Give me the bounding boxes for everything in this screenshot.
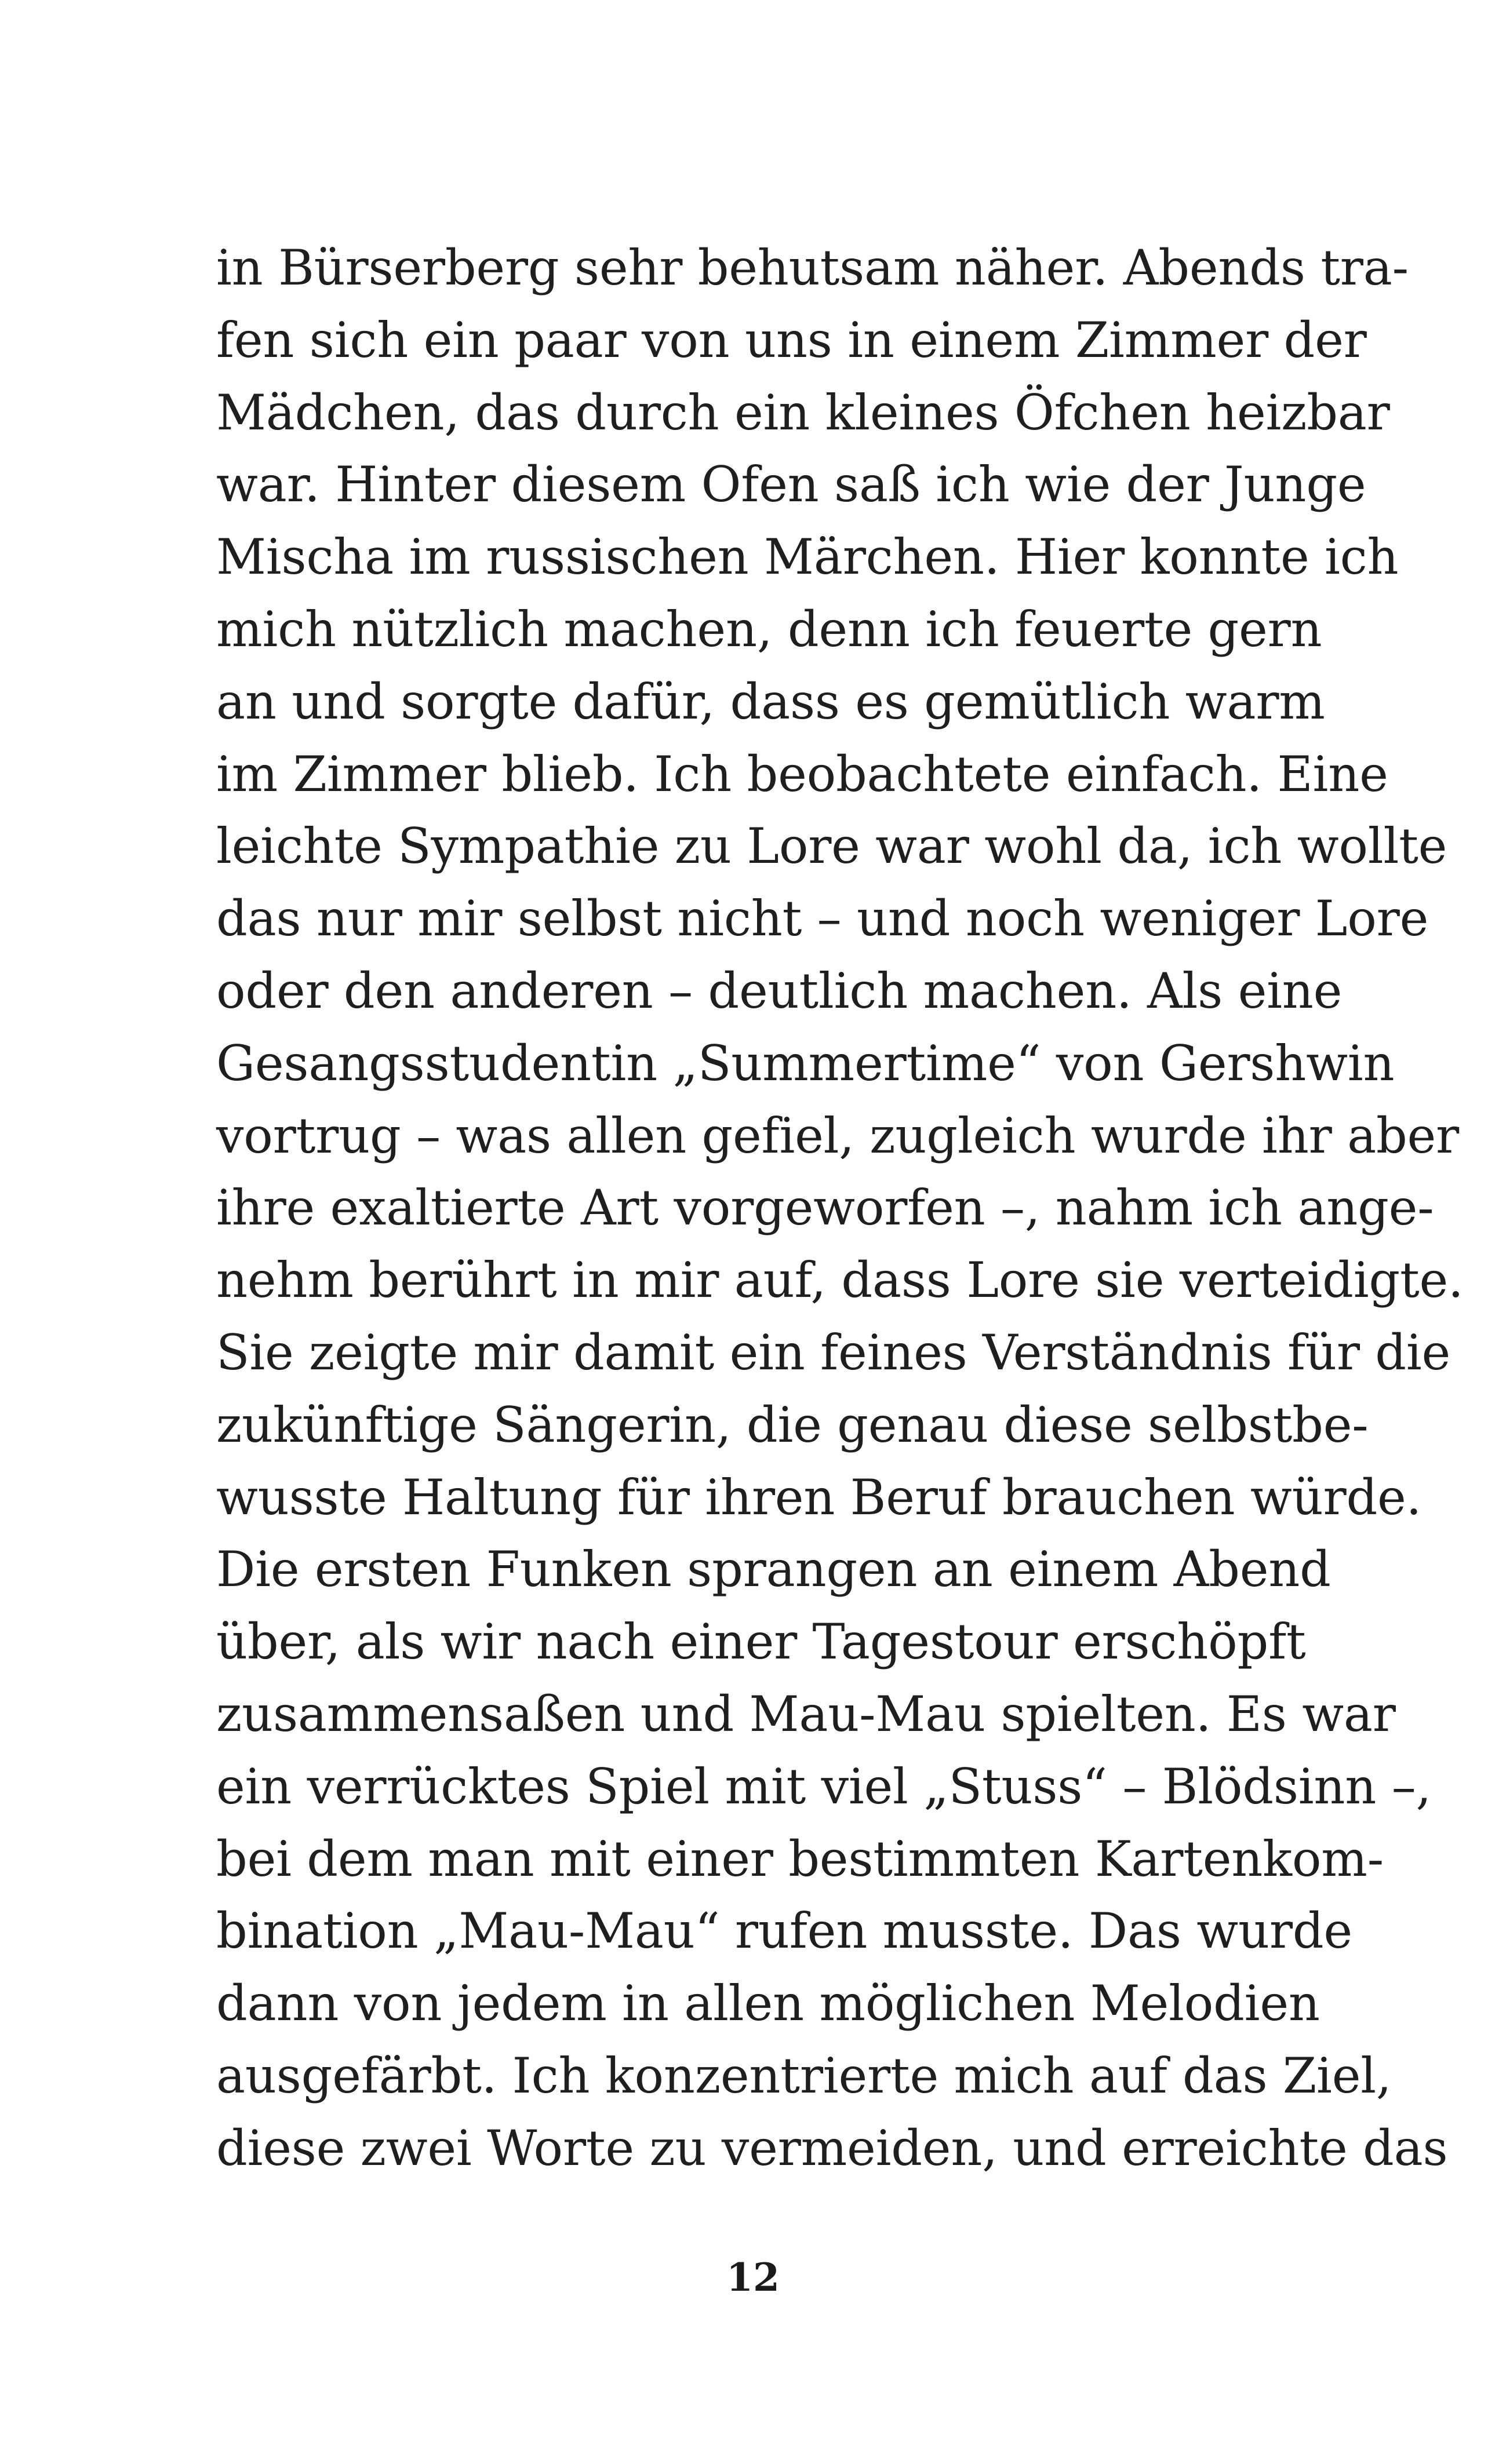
text-line: Mischa im russischen Märchen. Hier konnte ich bbox=[216, 528, 1399, 586]
text-line: Die ersten Funken sprangen an einem Abend bbox=[216, 1541, 1331, 1598]
text-line: bei dem man mit einer bestimmten Kartenkom- bbox=[216, 1830, 1384, 1887]
text-line: bination „Mau-Mau“ rufen musste. Das wurde bbox=[216, 1902, 1352, 1960]
text-line: ihre exaltierte Art vorgeworfen –, nahm ich ange- bbox=[216, 1179, 1434, 1237]
text-line: fen sich ein paar von uns in einem Zimmer der bbox=[216, 311, 1367, 369]
text-line: an und sorgte dafür, dass es gemütlich warm bbox=[216, 673, 1325, 730]
text-line: war. Hinter diesem Ofen saß ich wie der Junge bbox=[216, 456, 1366, 513]
text-line: leichte Sympathie zu Lore war wohl da, ich wollte bbox=[216, 818, 1447, 875]
text-line: über, als wir nach einer Tagestour erschöpft bbox=[216, 1613, 1306, 1671]
body-text bbox=[216, 232, 1464, 2185]
text-line: vortrug – was allen gefiel, zugleich wurde ihr aber bbox=[216, 1107, 1459, 1164]
text-line: oder den anderen – deutlich machen. Als eine bbox=[216, 962, 1343, 1019]
text-line: wusste Haltung für ihren Beruf brauchen würde. bbox=[216, 1468, 1422, 1526]
text-line: dann von jedem in allen möglichen Melodien bbox=[216, 1975, 1320, 2032]
text-line: Mädchen, das durch ein kleines Öfchen heizbar bbox=[216, 384, 1390, 441]
text-line: das nur mir selbst nicht – und noch weniger Lore bbox=[216, 890, 1429, 947]
text-line: zusammensaßen und Mau-Mau spielten. Es war bbox=[216, 1685, 1396, 1743]
text-line: Sie zeigte mir damit ein feines Verständnis für die bbox=[216, 1324, 1451, 1381]
page-number: 12 bbox=[726, 2255, 780, 2300]
text-line: im Zimmer blieb. Ich beobachtete einfach. Eine bbox=[216, 745, 1388, 803]
text-line: ausgefärbt. Ich konzentrierte mich auf das Ziel, bbox=[216, 2047, 1392, 2104]
text-line: diese zwei Worte zu vermeiden, und erreichte das bbox=[216, 2119, 1448, 2177]
text-line: mich nützlich machen, denn ich feuerte gern bbox=[216, 600, 1322, 658]
text-line: Gesangsstudentin „Summertime“ von Gershwin bbox=[216, 1034, 1395, 1092]
text-line: in Bürserberg sehr behutsam näher. Abends tra- bbox=[216, 239, 1409, 296]
text-line: nehm berührt in mir auf, dass Lore sie verteidigte. bbox=[216, 1252, 1464, 1309]
text-line: ein verrücktes Spiel mit viel „Stuss“ – Blödsinn –, bbox=[216, 1758, 1431, 1815]
text-line: zukünftige Sängerin, die genau diese selbstbe- bbox=[216, 1396, 1369, 1453]
